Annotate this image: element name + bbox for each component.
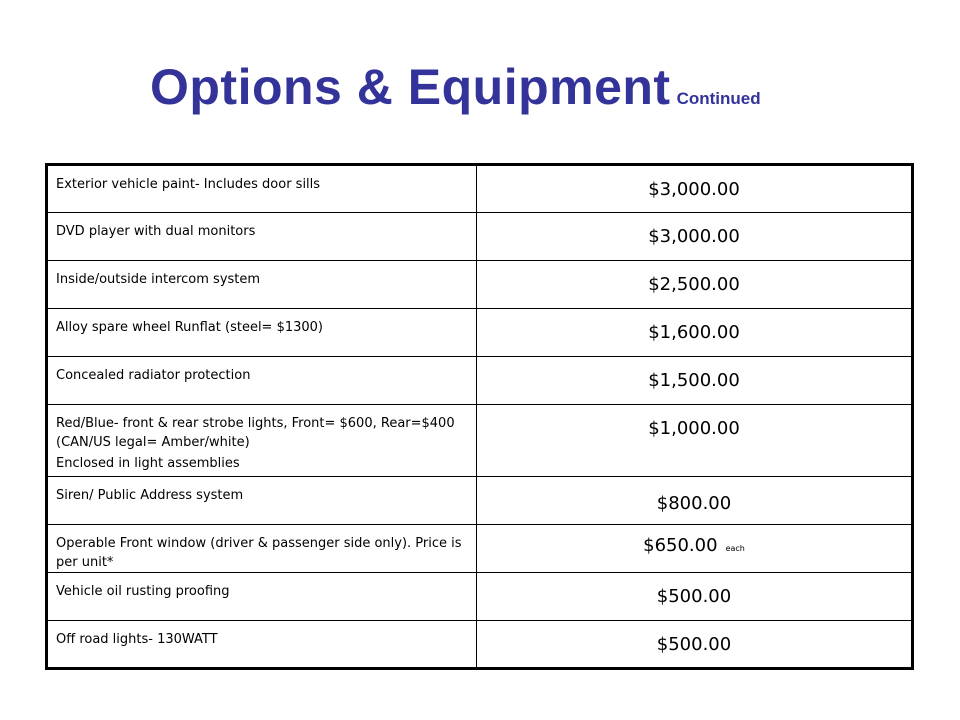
option-price: $3,000.00 (477, 165, 913, 213)
table-row (47, 213, 913, 261)
table-row (47, 477, 913, 525)
title-main: Options & Equipment (150, 59, 671, 115)
option-description: Alloy spare wheel Runflat (steel= $1300) (47, 309, 477, 357)
option-price: $500.00 (477, 573, 913, 621)
price-note: each (725, 544, 745, 553)
option-price: $1,500.00 (477, 357, 913, 405)
option-description: Inside/outside intercom system (47, 261, 477, 309)
option-description: Operable Front window (driver & passenger side only). Price is per unit* (47, 525, 477, 573)
table-row (47, 261, 913, 309)
option-price: $2,500.00 (477, 261, 913, 309)
table-row (47, 525, 913, 573)
option-description: Exterior vehicle paint- Includes door sills (47, 165, 477, 213)
option-description: Concealed radiator protection (47, 357, 477, 405)
table-row (47, 573, 913, 621)
slide-title (150, 58, 761, 116)
option-price: $800.00 (477, 477, 913, 525)
table-row (47, 621, 913, 669)
table-row (47, 357, 913, 405)
option-description: Off road lights- 130WATT (47, 621, 477, 669)
title-subtitle: Continued (676, 89, 761, 108)
option-price: $500.00 (477, 621, 913, 669)
option-price: $1,600.00 (477, 309, 913, 357)
option-description: DVD player with dual monitors (47, 213, 477, 261)
table-row (47, 309, 913, 357)
option-price: $1,000.00 (477, 405, 913, 477)
option-price: $3,000.00 (477, 213, 913, 261)
table-row (47, 405, 913, 477)
options-table (45, 163, 914, 670)
option-description: Red/Blue- front & rear strobe lights, Front= $600, Rear=$400 (CAN/US legal= Amber/white) Enclosed in light assemblies (47, 405, 477, 477)
option-description: Siren/ Public Address system (47, 477, 477, 525)
table-row (47, 165, 913, 213)
option-price: $650.00 each (477, 525, 913, 573)
option-description: Vehicle oil rusting proofing (47, 573, 477, 621)
